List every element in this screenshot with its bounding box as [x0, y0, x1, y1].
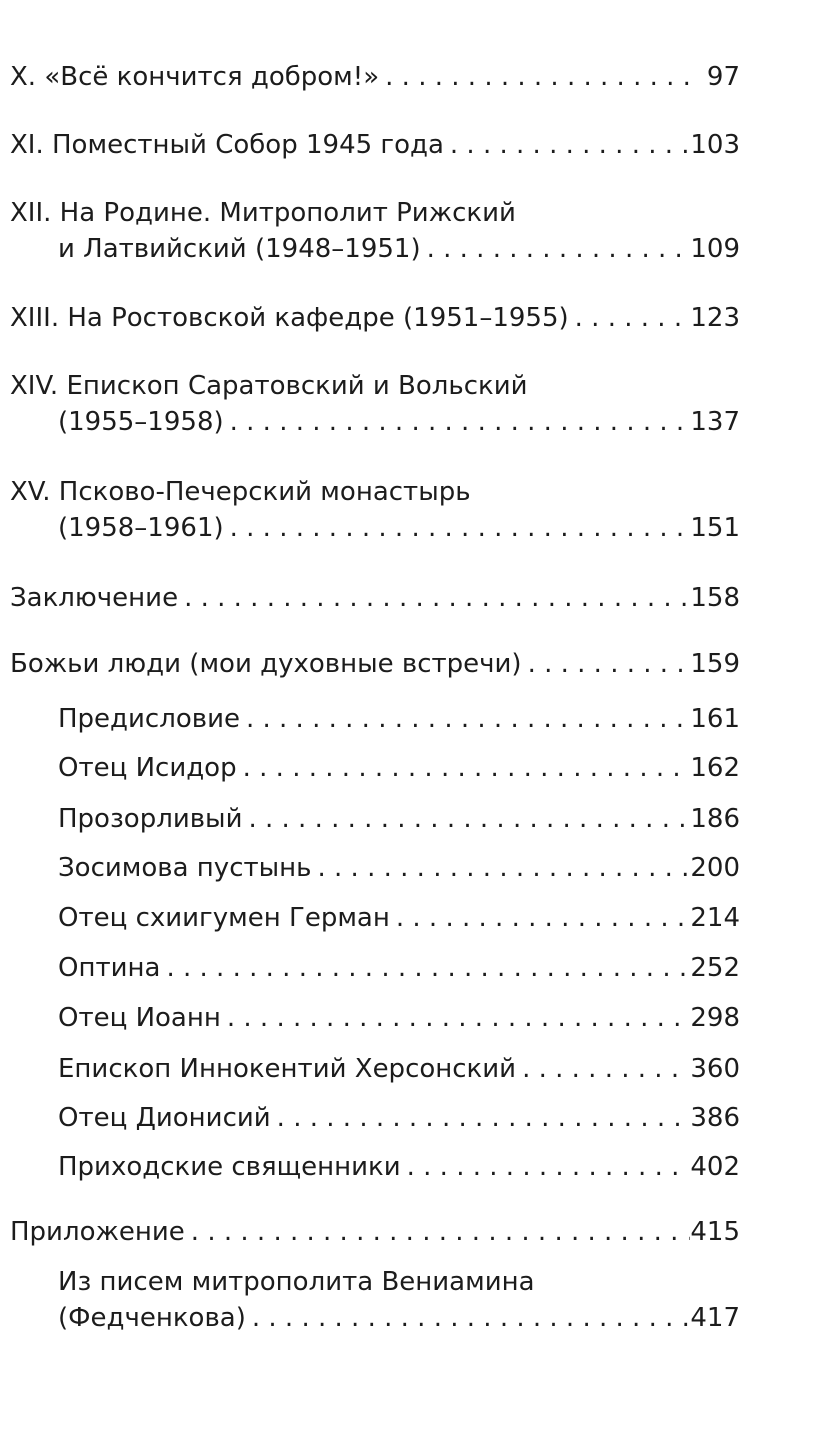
- toc-entry-page: 298: [690, 1003, 740, 1033]
- dot-leader: [569, 298, 691, 338]
- toc-entry-page: 214: [690, 903, 740, 933]
- toc-entry-title: X. «Всё кончится добром!»: [10, 62, 380, 92]
- dot-leader: [421, 229, 691, 269]
- toc-entry-title-cont: (1958–1961): [58, 513, 224, 543]
- toc-entry-title-cont: (Федченкова): [58, 1303, 246, 1333]
- dot-leader: [237, 748, 691, 788]
- toc-entry-title: Отец Дионисий: [58, 1103, 271, 1133]
- toc-entry-page: 415: [690, 1217, 740, 1247]
- toc-entry-page: 103: [690, 130, 740, 160]
- dot-leader: [224, 402, 691, 442]
- toc-entry-page: 162: [690, 753, 740, 783]
- toc-entry-title: XIII. На Ростовской кафедре (1951–1955): [10, 303, 569, 333]
- toc-entry-page: 186: [690, 804, 740, 834]
- toc-entry-page: 123: [690, 303, 740, 333]
- toc-entry-page: 158: [690, 583, 740, 613]
- toc-entry-title: Отец схиигумен Герман: [58, 903, 390, 933]
- toc-entry-title: Епископ Иннокентий Херсонский: [58, 1054, 517, 1084]
- toc-entry-title-cont: и Латвийский (1948–1951): [58, 234, 421, 264]
- dot-leader: [516, 1049, 690, 1089]
- toc-entry-page: 151: [690, 513, 740, 543]
- toc-entry-title: Прозорливый: [58, 804, 243, 834]
- dot-leader: [221, 998, 691, 1038]
- dot-leader: [312, 848, 691, 888]
- toc-entry-title: XV. Псково-Печерский монастырь: [10, 477, 471, 507]
- toc-entry-page: 109: [690, 234, 740, 264]
- dot-leader: [160, 948, 690, 988]
- dot-leader: [271, 1098, 691, 1138]
- toc-entry-page: 386: [690, 1103, 740, 1133]
- toc-entry-page: 159: [690, 649, 740, 679]
- toc-entry-page: 200: [690, 853, 740, 883]
- toc-entry-page: 252: [690, 953, 740, 983]
- toc-entry-title: Оптина: [58, 953, 161, 983]
- toc-entry-title: XI. Поместный Собор 1945 года: [10, 130, 444, 160]
- toc-entry-page: 161: [690, 704, 740, 734]
- dot-leader: [242, 799, 690, 839]
- dot-leader: [185, 1212, 691, 1252]
- toc-entry-title: XII. На Родине. Митрополит Рижский: [10, 198, 516, 228]
- toc-entry-page: 360: [690, 1054, 740, 1084]
- toc-entry-title: Божьи люди (мои духовные встречи): [10, 649, 522, 679]
- dot-leader: [178, 578, 690, 618]
- dot-leader: [401, 1147, 691, 1187]
- dot-leader: [246, 1298, 690, 1338]
- dot-leader: [224, 508, 691, 548]
- toc-entry-title: Предисловие: [58, 704, 240, 734]
- toc-entry-title-cont: (1955–1958): [58, 407, 224, 437]
- dot-leader: [379, 57, 696, 97]
- toc-entry-title: Из писем митрополита Вениамина: [58, 1267, 535, 1297]
- dot-leader: [390, 898, 690, 938]
- toc-entry-title: Отец Иоанн: [58, 1003, 221, 1033]
- toc-entry-title: XIV. Епископ Саратовский и Вольский: [10, 371, 528, 401]
- toc-entry-title: Зосимова пустынь: [58, 853, 312, 883]
- toc-entry-page: 402: [690, 1152, 740, 1182]
- dot-leader: [240, 699, 690, 739]
- toc-entry-title: Заключение: [10, 583, 179, 613]
- toc-entry-title: Приходские священники: [58, 1152, 401, 1182]
- toc-entry-title: Приложение: [10, 1217, 185, 1247]
- dot-leader: [444, 125, 690, 165]
- toc-entry-page: 137: [690, 407, 740, 437]
- dot-leader: [522, 644, 691, 684]
- toc-entry-page: 97: [706, 62, 740, 92]
- toc-entry-title: Отец Исидор: [58, 753, 237, 783]
- toc-entry-page: 417: [690, 1303, 740, 1333]
